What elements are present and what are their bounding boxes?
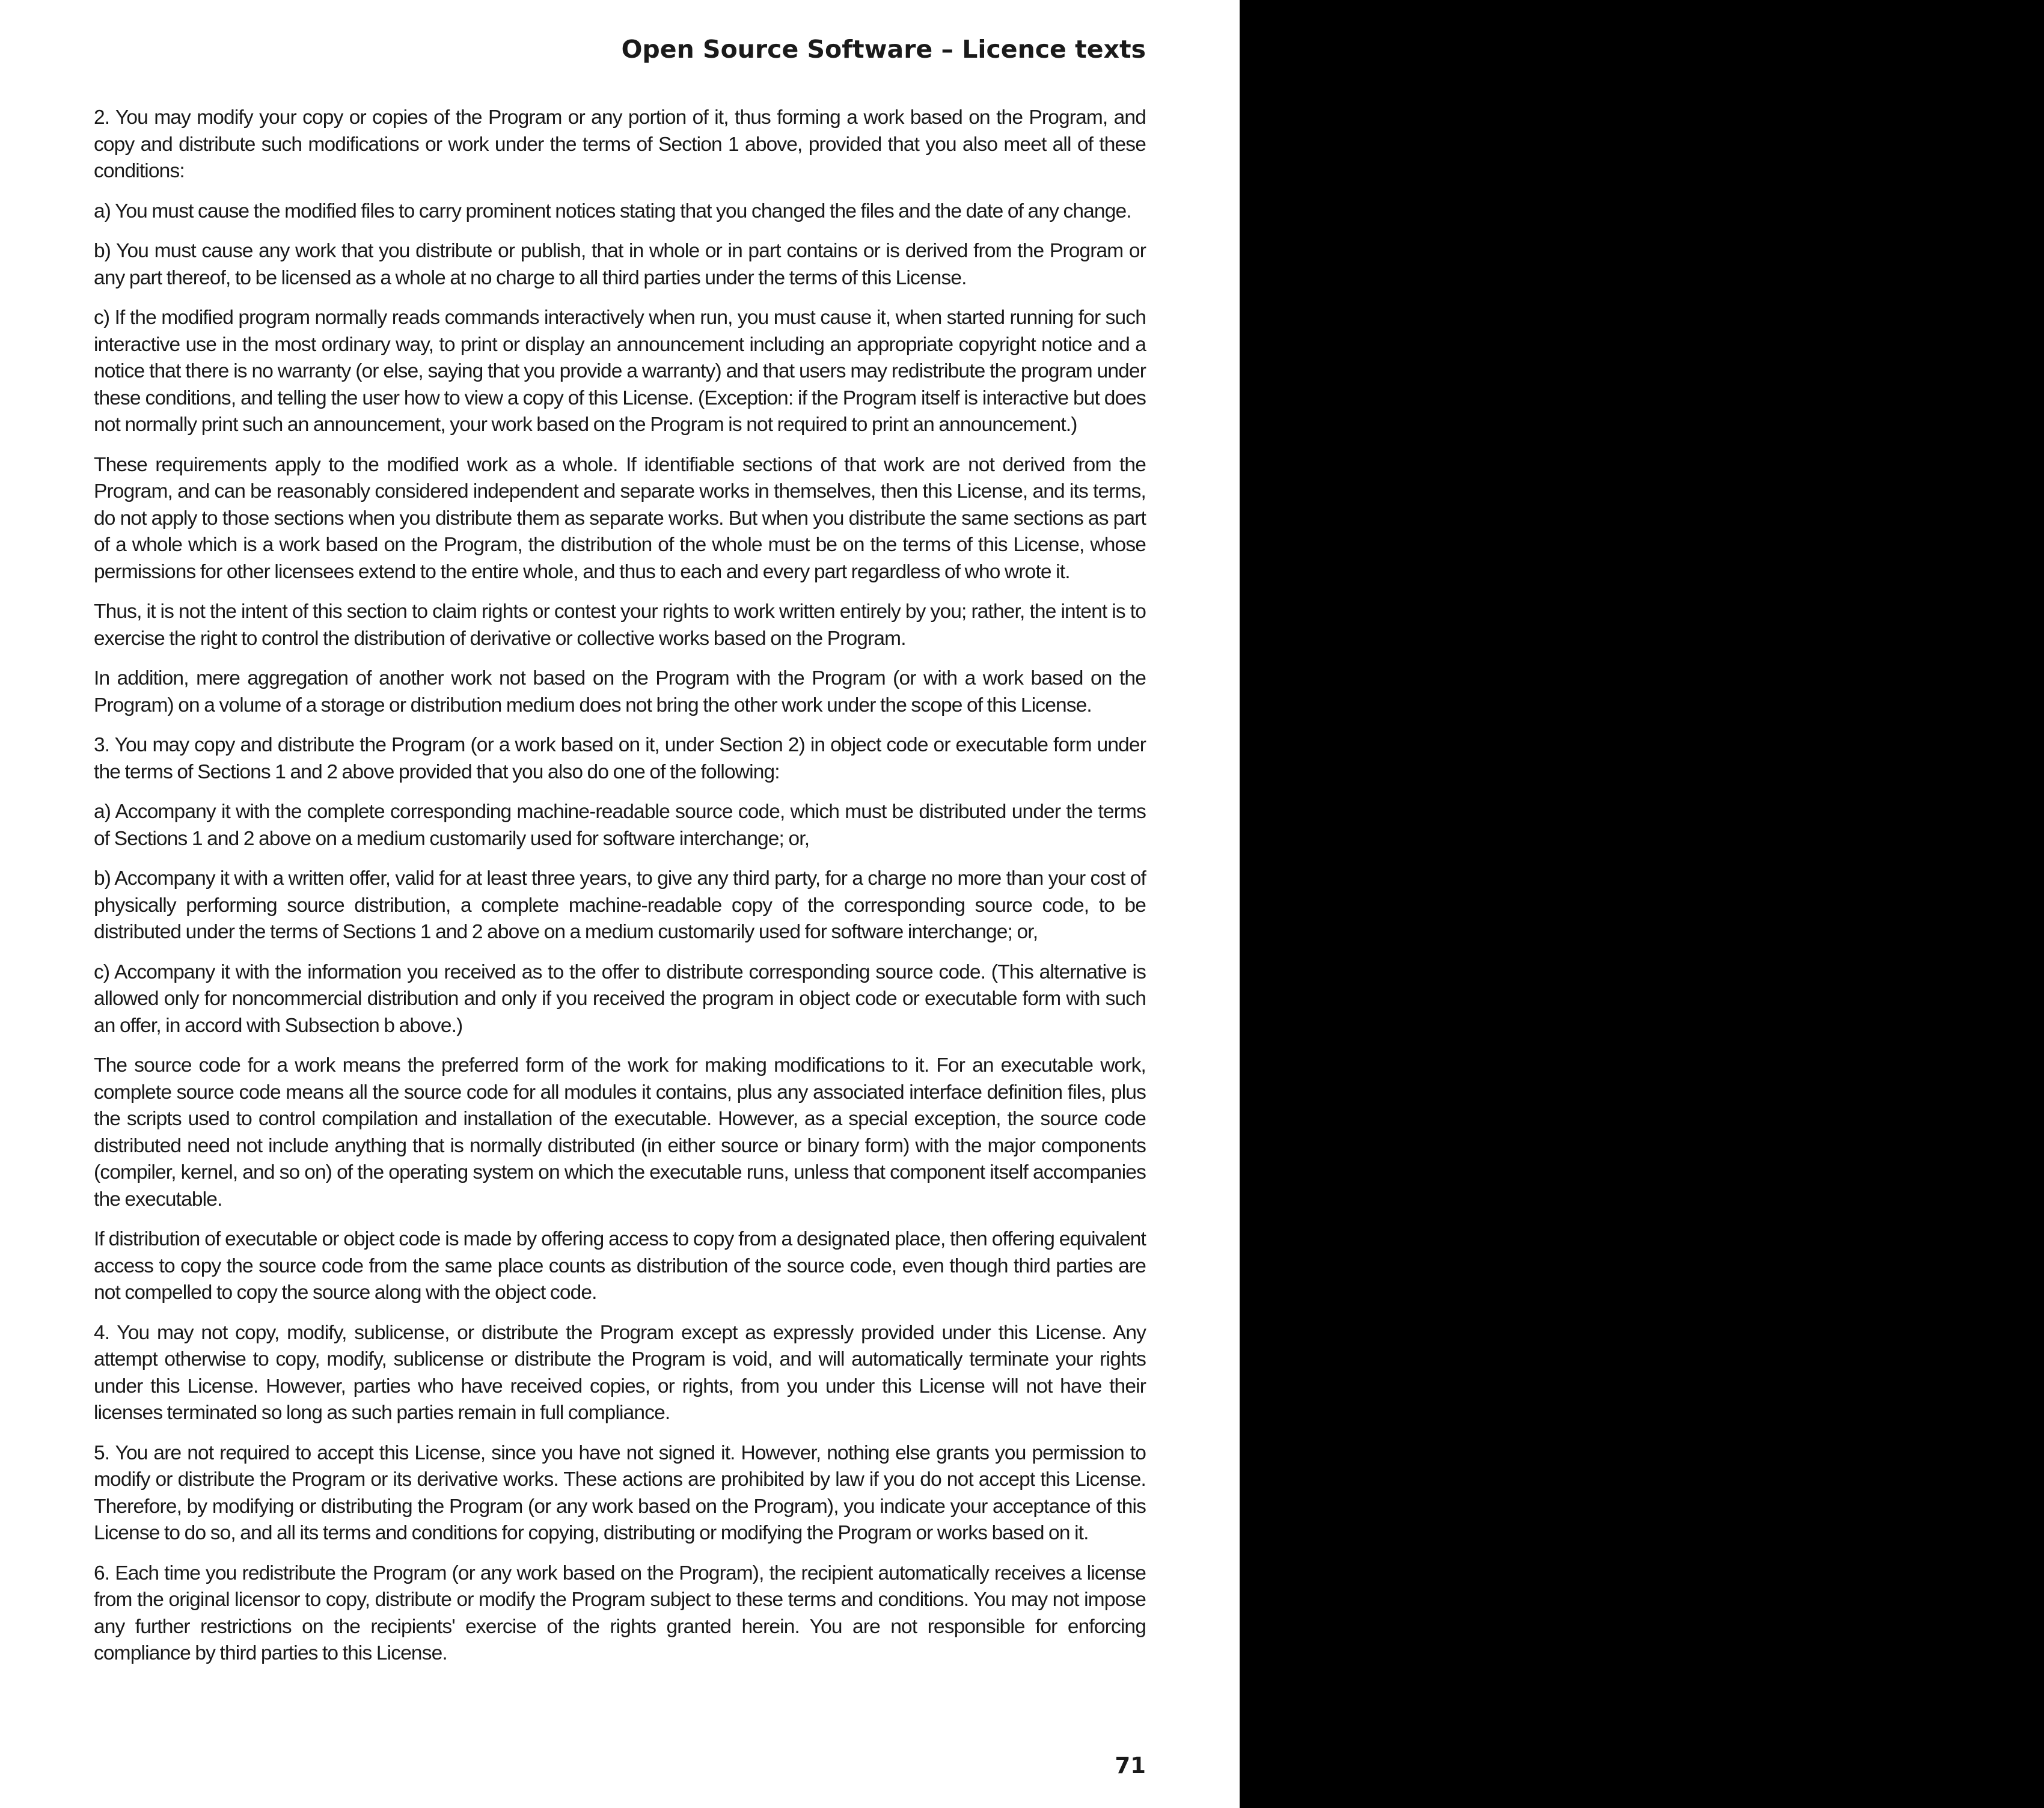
licence-body xyxy=(94,105,1146,1681)
paragraph-intent: Thus, it is not the intent of this section to claim rights or contest your rights to work written entirely by you; rather, the intent is to exercise the right to control the distribution of derivative or collective works based on the Program. xyxy=(94,600,1146,650)
paragraph-section-5: 5. You are not required to accept this License, since you have not signed it. However, nothing else grants you permission to modify or distribute the Program or its derivative works. These actions are prohibited by law if you do not accept this License. Therefore, by modifying or distributing the Program (or any work based on the Program), you indicate your acceptance of this License to do so, and all its terms and conditions for copying, distributing or modifying the Program or works based on it. xyxy=(94,1441,1146,1544)
paragraph-2a: a) You must cause the modified files to carry prominent notices stating that you changed the files and the date of any change. xyxy=(94,200,1131,222)
paragraph-3b: b) Accompany it with a written offer, valid for at least three years, to give any third party, for a charge no more than your cost of physically performing source distribution, a complete machine-readable copy of the corresponding source code, to be distributed under the terms of Sections 1 and 2 above on a medium customarily used for software interchange; or, xyxy=(94,867,1146,943)
paragraph-2c: c) If the modified program normally reads commands interactively when run, you must cause it, when started running for such interactive use in the most ordinary way, to print or display an announcement including an appropriate copyright notice and a notice that there is no warranty (or else, saying that you provide a warranty) and that users may redistribute the program under these conditions, and telling the user how to view a copy of this License. (Exception: if the Program itself is interactive but does not normally print such an announcement, your work based on the Program is not required to print an announcement.) xyxy=(94,307,1146,436)
paragraph-requirements: These requirements apply to the modified work as a whole. If identifiable sections of that work are not derived from the Program, and can be reasonably considered independent and separate works in themselves, then this License, and its terms, do not apply to those sections when you distribute them as separate works. But when you distribute the same sections as part of a whole which is a work based on the Program, the distribution of the whole must be on the terms of this License, whose permissions for other licensees extend to the entire whole, and thus to each and every part regardless of who wrote it. xyxy=(94,453,1146,583)
paragraph-section-3: 3. You may copy and distribute the Program (or a work based on it, under Section 2) in object code or executable form under the terms of Sections 1 and 2 above provided that you also do one of the following: xyxy=(94,734,1146,783)
paragraph-3c: c) Accompany it with the information you received as to the offer to distribute corresponding source code. (This alternative is allowed only for noncommercial distribution and only if you received the program in object code or executable form with such an offer, in accord with Subsection b above.) xyxy=(94,960,1146,1037)
paragraph-section-6: 6. Each time you redistribute the Program (or any work based on the Program), the recipient automatically receives a license from the original licensor to copy, distribute or modify the Program subject to these terms and conditions. You may not impose any further restrictions on the recipients' exercise of the rights granted herein. You are not responsible for enforcing compliance by third parties to this License. xyxy=(94,1562,1146,1664)
paragraph-aggregation: In addition, mere aggregation of another work not based on the Program with the Program (or with a work based on the Program) on a volume of a storage or distribution medium does not bring the other work under the scope of this License. xyxy=(94,667,1146,716)
paragraph-distribution-access: If distribution of executable or object code is made by offering access to copy from a designated place, then offering equivalent access to copy the source code from the same place counts as distribution of the source code, even though third parties are not compelled to copy the source along with the object code. xyxy=(94,1228,1146,1304)
page-header-title: Open Source Software – Licence texts xyxy=(621,35,1146,64)
dark-background-panel xyxy=(1240,0,2044,1808)
page-number: 71 xyxy=(1115,1753,1146,1779)
paragraph-section-2: 2. You may modify your copy or copies of the Program or any portion of it, thus forming a work based on the Program, and copy and distribute such modifications or work under the terms of Section 1 above, provided that you also meet all of these conditions: xyxy=(94,106,1146,182)
paragraph-3a: a) Accompany it with the complete corresponding machine-readable source code, which must be distributed under the terms of Sections 1 and 2 above on a medium customarily used for software interchange; or, xyxy=(94,801,1146,850)
paragraph-2b: b) You must cause any work that you distribute or publish, that in whole or in part contains or is derived from the Program or any part thereof, to be licensed as a whole at no charge to all third parties under the terms of this License. xyxy=(94,240,1146,289)
paragraph-source-code: The source code for a work means the preferred form of the work for making modifications to it. For an executable work, complete source code means all the source code for all modules it contains, plus any associated interface definition files, plus the scripts used to control compilation and installation of the executable. However, as a special exception, the source code distributed need not include anything that is normally distributed (in either source or binary form) with the major components (compiler, kernel, and so on) of the operating system on which the executable runs, unless that component itself accompanies the executable. xyxy=(94,1054,1146,1211)
paragraph-section-4: 4. You may not copy, modify, sublicense, or distribute the Program except as expressly provided under this License. Any attempt otherwise to copy, modify, sublicense or distribute the Program is void, and will automatically terminate your rights under this License. However, parties who have received copies, or rights, from you under this License will not have their licenses terminated so long as such parties remain in full compliance. xyxy=(94,1321,1146,1424)
